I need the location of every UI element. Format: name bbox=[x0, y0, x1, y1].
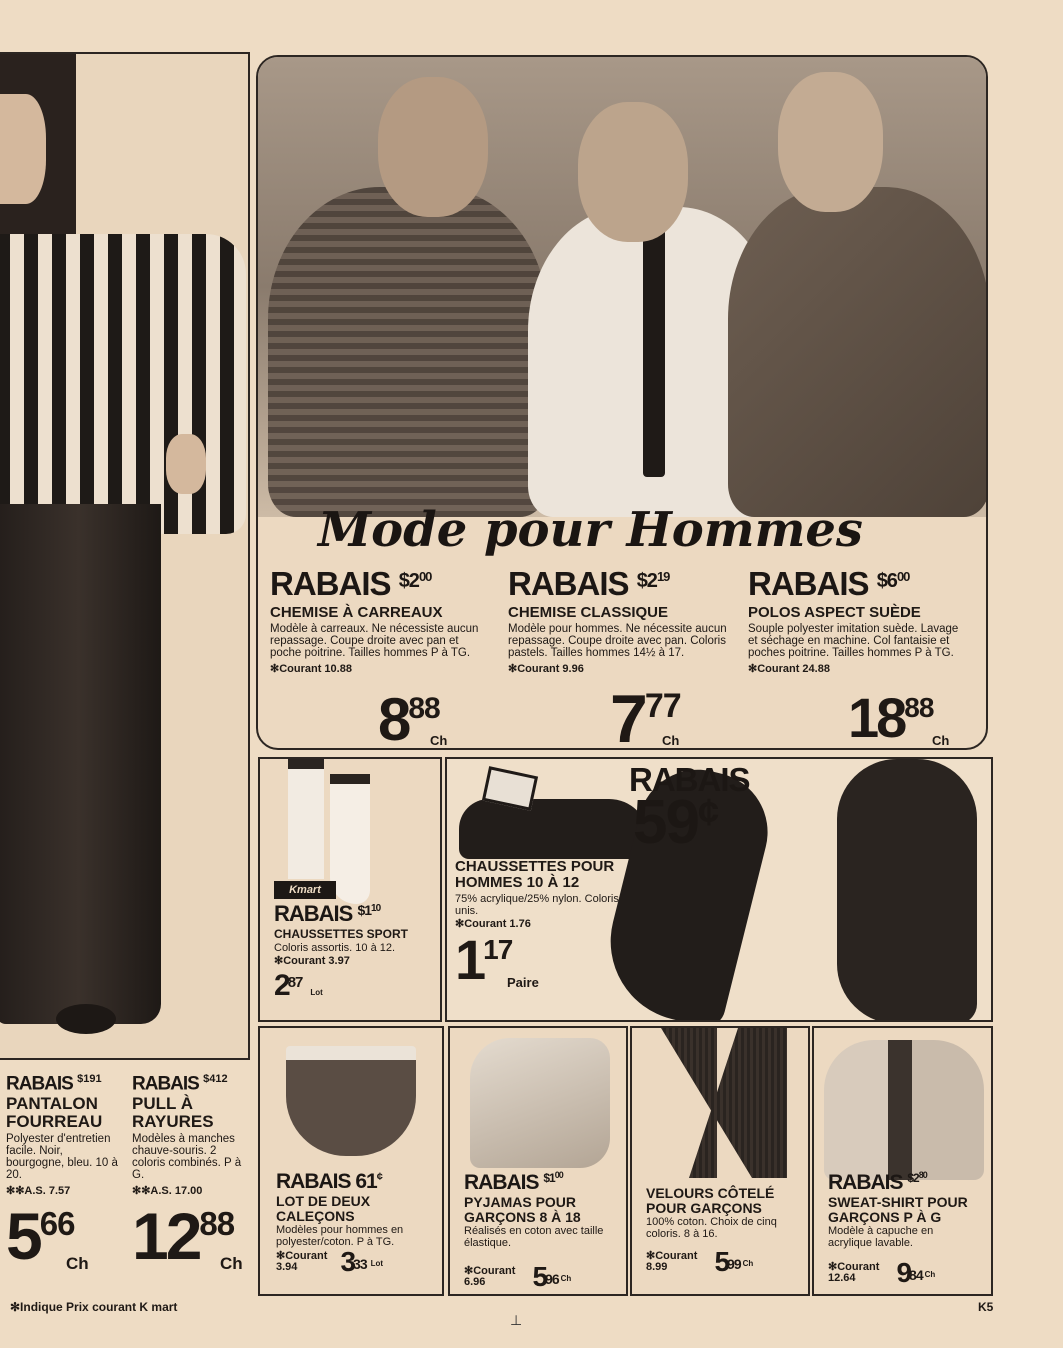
briefs-image bbox=[286, 1046, 416, 1156]
sale-price-cents: 99 bbox=[727, 1255, 741, 1272]
rabais-cents: ¢ bbox=[697, 792, 718, 834]
offer-pantalon bbox=[6, 1073, 126, 1274]
price-unit: Ch bbox=[560, 1274, 572, 1284]
mens-fashion-panel bbox=[256, 55, 988, 750]
rabais-amount: $1 bbox=[77, 1073, 90, 1085]
pajama-panel bbox=[448, 1026, 628, 1296]
sale-price-cents: 33 bbox=[353, 1255, 367, 1272]
sweatshirt-panel bbox=[812, 1026, 993, 1296]
current-price: 6.96 bbox=[464, 1276, 486, 1288]
price-unit: Paire bbox=[507, 975, 539, 990]
rabais-cents: 91 bbox=[89, 1073, 102, 1085]
corduroy-pants-image bbox=[654, 1028, 794, 1178]
current-price: 3.94 bbox=[276, 1261, 298, 1273]
current-price: ✻Courant 1.76 bbox=[455, 918, 531, 930]
man-suede-polo bbox=[728, 187, 988, 517]
price-unit: Ch bbox=[430, 733, 448, 748]
sale-price-cents: 87 bbox=[287, 974, 303, 991]
product-name: CHEMISE À CARREAUX bbox=[270, 604, 443, 621]
sale-price-cents: 77 bbox=[644, 687, 681, 725]
sport-sock-right bbox=[330, 774, 370, 904]
model-hand bbox=[166, 434, 206, 494]
sale-price: 12 bbox=[132, 1199, 200, 1274]
product-name: PULL À bbox=[132, 1094, 194, 1114]
boy-pajama-image bbox=[470, 1038, 610, 1168]
price-unit: Ch bbox=[742, 1259, 754, 1269]
hoodie-image bbox=[824, 1040, 984, 1180]
product-name-2: POUR GARÇONS bbox=[646, 1200, 762, 1216]
rabais-label: RABAIS bbox=[508, 565, 629, 602]
current-price: ✻Courant 3.97 bbox=[274, 955, 350, 967]
rabais-label: RABAIS bbox=[464, 1171, 539, 1194]
rabais-cents: 80 bbox=[918, 1170, 927, 1180]
product-description: Coloris assortis. 10 à 12. bbox=[274, 942, 396, 954]
product-name: PYJAMAS POUR bbox=[464, 1194, 577, 1210]
product-name: PANTALON bbox=[6, 1094, 98, 1114]
current-price: ✻✻A.S. 7.57 bbox=[6, 1185, 71, 1198]
rabais-label: RABAIS 61 bbox=[276, 1170, 377, 1193]
product-description: Modèles à manches chauve-souris. 2 coloris combinés. P à G. bbox=[132, 1133, 242, 1182]
price-unit: Ch bbox=[662, 733, 680, 748]
rabais-cents: 00 bbox=[554, 1170, 563, 1180]
current-price: ✻Courant 10.88 bbox=[270, 663, 352, 675]
mens-socks-panel bbox=[445, 757, 993, 1022]
shoe bbox=[56, 1004, 116, 1034]
sale-price-cents: 88 bbox=[199, 1205, 235, 1243]
product-name-2: RAYURES bbox=[132, 1112, 214, 1132]
rabais-amount: $1 bbox=[543, 1171, 555, 1185]
rabais-label: RABAIS bbox=[828, 1171, 903, 1194]
sale-price: 7 bbox=[610, 681, 645, 750]
rabais-label: RABAIS bbox=[270, 565, 391, 602]
sale-price: 3 bbox=[340, 1246, 354, 1277]
man-plaid-face bbox=[378, 77, 488, 217]
product-name: CHEMISE CLASSIQUE bbox=[508, 604, 669, 621]
rabais-amount: $2 bbox=[636, 570, 657, 592]
rabais-cents: ¢ bbox=[376, 1171, 382, 1183]
product-name: VELOURS CÔTELÉ bbox=[646, 1185, 775, 1201]
sale-price-cents: 88 bbox=[408, 692, 440, 725]
price-unit: Lot bbox=[310, 988, 323, 997]
sale-price: 2 bbox=[274, 969, 288, 1002]
rabais-label: RABAIS bbox=[6, 1073, 73, 1095]
product-name-2: HOMMES 10 À 12 bbox=[455, 874, 580, 891]
rabais-cents: 12 bbox=[215, 1073, 228, 1085]
crop-mark: ⊥ bbox=[510, 1312, 523, 1328]
current-price: 8.99 bbox=[646, 1261, 668, 1273]
current-label: ✻Courant bbox=[646, 1250, 698, 1262]
product-description: 100% coton. Choix de cinq coloris. 8 à 16. bbox=[646, 1216, 777, 1240]
sale-price-cents: 84 bbox=[909, 1266, 923, 1283]
price-unit: Ch bbox=[220, 1254, 243, 1274]
current-price: ✻Courant 24.88 bbox=[748, 663, 830, 675]
rabais-amount: $4 bbox=[203, 1073, 216, 1085]
product-description: Polyester d'entretien facile. Noir, bourgogne, bleu. 10 à 20. bbox=[6, 1133, 118, 1182]
corduroy-panel bbox=[630, 1026, 810, 1296]
boxer-panel bbox=[258, 1026, 444, 1296]
product-description: Réalisés en coton avec taille élastique. bbox=[464, 1225, 604, 1249]
rabais-label: RABAIS bbox=[132, 1073, 199, 1095]
price-unit: Ch bbox=[924, 1270, 936, 1280]
offer-polos-suede bbox=[748, 565, 978, 749]
product-name-2: CALEÇONS bbox=[276, 1208, 355, 1224]
product-name: SWEAT-SHIRT POUR bbox=[828, 1194, 968, 1210]
sale-price-cents: 66 bbox=[39, 1205, 75, 1243]
folded-socks bbox=[459, 799, 649, 859]
sport-sock-left bbox=[288, 759, 324, 879]
product-name: LOT DE DEUX bbox=[276, 1193, 371, 1209]
sale-price-cents: 96 bbox=[545, 1270, 559, 1287]
man-plaid-shirt bbox=[268, 187, 548, 517]
rabais-amount: $2 bbox=[907, 1171, 919, 1185]
rabais-cents: 00 bbox=[896, 569, 910, 584]
page-number: K5 bbox=[978, 1300, 994, 1314]
current-price: ✻Courant 9.96 bbox=[508, 663, 584, 675]
rabais-amount: $2 bbox=[398, 570, 419, 592]
sale-price: 9 bbox=[896, 1257, 910, 1288]
product-description: Souple polyester imitation suède. Lavage et séchage en machine. Col fantaisie et poches poitrine. Tailles hommes P à TG. bbox=[748, 623, 959, 659]
current-label: ✻Courant bbox=[828, 1261, 880, 1273]
product-name-2: FOURREAU bbox=[6, 1112, 103, 1132]
offer-chemise-carreaux bbox=[270, 565, 500, 750]
man-white-face bbox=[578, 102, 688, 242]
mens-photo bbox=[258, 57, 988, 517]
tie bbox=[643, 217, 665, 477]
long-sock-2 bbox=[837, 759, 977, 1022]
product-description: Modèle à capuche en acrylique lavable. bbox=[828, 1225, 934, 1249]
sport-socks-panel bbox=[258, 757, 442, 1022]
price-unit: Ch bbox=[66, 1254, 89, 1274]
product-description: Modèles pour hommes en polyester/coton. P à TG. bbox=[276, 1224, 404, 1248]
product-name: CHAUSSETTES SPORT bbox=[274, 927, 409, 941]
rabais-amount: $6 bbox=[876, 570, 897, 592]
left-photo-panel bbox=[0, 52, 250, 1060]
rabais-cents: 00 bbox=[418, 569, 432, 584]
product-name: CHAUSSETTES POUR bbox=[455, 858, 615, 875]
product-name: POLOS ASPECT SUÈDE bbox=[748, 604, 921, 621]
rabais-cents: 10 bbox=[371, 903, 381, 914]
sale-price: 18 bbox=[848, 686, 905, 749]
man-suede-face bbox=[778, 72, 883, 212]
sale-price: 5 bbox=[532, 1261, 546, 1292]
rabais-amount: 59 bbox=[633, 788, 698, 857]
price-unit: Ch bbox=[932, 733, 950, 748]
product-description: Modèle à carreaux. Ne nécessiste aucun repassage. Coupe droite avec pan et poche poitrine. Tailles hommes P à TG. bbox=[270, 623, 479, 659]
current-price: 12.64 bbox=[828, 1272, 856, 1284]
rabais-label: RABAIS bbox=[274, 901, 353, 926]
current-label: ✻Courant bbox=[464, 1265, 516, 1277]
current-price: ✻✻A.S. 17.00 bbox=[132, 1185, 203, 1198]
sale-price-cents: 17 bbox=[483, 934, 513, 965]
kmart-logo: Kmart bbox=[274, 881, 336, 899]
sale-price-cents: 88 bbox=[904, 692, 934, 723]
product-name-2: GARÇONS 8 À 18 bbox=[464, 1209, 581, 1225]
striped-sweater bbox=[0, 234, 246, 534]
black-pants bbox=[0, 504, 161, 1024]
product-description: 75% acrylique/25% nylon. Coloris unis. bbox=[455, 893, 619, 917]
sale-price: 8 bbox=[378, 686, 409, 750]
rabais-cents: 19 bbox=[656, 569, 670, 584]
price-unit: Lot bbox=[370, 1259, 384, 1269]
sale-price: 5 bbox=[6, 1199, 40, 1274]
footer-note: ✻Indique Prix courant K mart bbox=[10, 1300, 178, 1314]
current-label: ✻Courant bbox=[276, 1250, 328, 1262]
product-name-2: GARÇONS P À G bbox=[828, 1209, 942, 1225]
rabais-label: RABAIS bbox=[629, 761, 750, 798]
model-face bbox=[0, 94, 46, 204]
product-description: Modèle pour hommes. Ne nécessite aucun repassage. Coupe droite avec pan. Coloris pastels. Tailles hommes 14½ à 17. bbox=[508, 623, 727, 659]
offer-pull bbox=[132, 1073, 252, 1274]
offer-chemise-classique bbox=[508, 565, 738, 750]
sale-price: 5 bbox=[714, 1246, 728, 1277]
rabais-amount: $1 bbox=[357, 902, 372, 918]
rabais-label: RABAIS bbox=[748, 565, 869, 602]
heading-mode-pour-hommes: Mode pour Hommes bbox=[318, 502, 863, 558]
sale-price: 1 bbox=[455, 928, 484, 991]
